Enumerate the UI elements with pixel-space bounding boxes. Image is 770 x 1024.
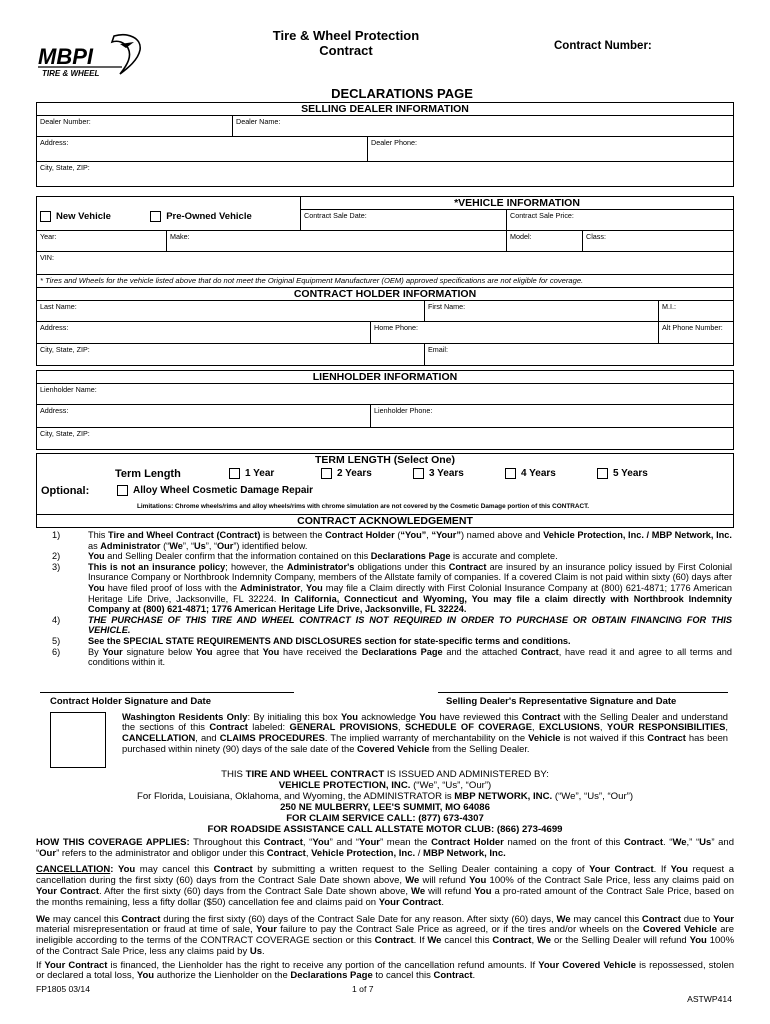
last-name-label: Last Name: <box>40 302 77 311</box>
lienholder-name-field[interactable] <box>37 384 734 405</box>
issuer-line-3: For Florida, Louisiana, Oklahoma, and Wyoming, the ADMINISTRATOR is MBP NETWORK, INC. (“We”, “Us”, “Our”) <box>136 790 634 802</box>
dealer-name-label: Dealer Name: <box>236 117 281 126</box>
year-label: Year: <box>40 232 57 241</box>
term-3-years[interactable] <box>413 468 464 479</box>
terms-paragraph-3: We may cancel this Contract during the first sixty (60) days of the Contract Sale Date for any reason. After sixty (60) days, We may cancel this Contract due to Your material misrepresentation or fraud at time of sale, Your failure to pay the Contract Sale Price as agreed, or if the tires and/or wheels on the Covered Vehicle are ineligible according to the terms of the CONTRACT COVERAGE section or this Contract. If We cancel this Contract, We or the Selling Dealer will refund You 100% of the Contract Sale Price, less any claims paid by Us. <box>36 913 735 957</box>
ack-item-number: 6) <box>52 646 61 657</box>
vehicle-type-cell <box>37 197 301 231</box>
dealer-number-label: Dealer Number: <box>40 117 91 126</box>
dealer-name-field[interactable] <box>233 116 734 137</box>
ack-list <box>36 530 734 668</box>
class-label: Class: <box>586 232 606 241</box>
ack-item-number: 4) <box>52 614 61 625</box>
holder-heading: CONTRACT HOLDER INFORMATION <box>37 288 733 301</box>
vehicle-heading: *VEHICLE INFORMATION <box>454 197 580 209</box>
contract-number-label: Contract Number: <box>554 40 652 52</box>
header <box>36 22 734 86</box>
term-box <box>36 466 734 515</box>
term-5-years-checkbox[interactable] <box>597 468 608 479</box>
term-5-years-label: 5 Years <box>613 468 648 480</box>
dealer-phone-label: Dealer Phone: <box>371 138 417 147</box>
first-name-field[interactable] <box>425 301 658 321</box>
ack-item-text: You and Selling Dealer confirm that the information contained on this Declarations Page is accurate and complete. <box>88 551 558 562</box>
logo-text: MBPI <box>38 44 93 69</box>
first-name-label: First Name: <box>428 302 466 311</box>
term-2-years-label: 2 Years <box>337 468 372 480</box>
terms-paragraphs <box>36 838 734 983</box>
sale-price-field[interactable] <box>507 210 734 231</box>
vin-field[interactable] <box>37 252 734 275</box>
dealer-address-label: Address: <box>40 138 69 147</box>
lienholder-phone-field[interactable] <box>371 405 734 428</box>
email-label: Email: <box>428 345 448 354</box>
page-number: 1 of 7 <box>352 984 374 995</box>
term-2-years[interactable] <box>321 468 372 479</box>
class-field[interactable] <box>583 231 734 252</box>
alt-phone-field[interactable] <box>659 322 734 344</box>
issuer-line-1: THIS TIRE AND WHEEL CONTRACT IS ISSUED AND ADMINISTERED BY: <box>221 768 549 780</box>
terms-paragraph-4: If Your Contract is financed, the Lienholder has the right to receive any portion of the cancellation refund amounts. If Your Covered Vehicle is repossessed, stolen or declared a total loss, You authorize the Lienholder on the Declarations Page to cancel this Contract. <box>36 959 735 982</box>
holder-city-label: City, State, ZIP: <box>40 345 90 354</box>
sale-date-field[interactable] <box>301 210 507 231</box>
terms-paragraph-1: HOW THIS COVERAGE APPLIES: Throughout this Contract, “You” and “Your” mean the Contract Holder named on the front of this Contract. “We,” “Us” and “Our” refers to the administrator and obligor under this Contract, Vehicle Protection, Inc. / MBP Network, Inc. <box>36 836 734 859</box>
vehicle-heading-cell <box>301 197 734 210</box>
sale-date-label: Contract Sale Date: <box>304 211 367 220</box>
lienholder-address-field[interactable] <box>37 405 371 428</box>
optional-label: Optional: <box>41 485 90 497</box>
term-4-years[interactable] <box>505 468 556 479</box>
holder-section <box>36 288 734 366</box>
holder-city-field[interactable] <box>37 344 425 366</box>
form-title <box>246 28 446 58</box>
dealer-address-field[interactable] <box>37 137 368 162</box>
term-4-years-label: 4 Years <box>521 468 556 480</box>
ack-item-text: This Tire and Wheel Contract (Contract) is between the Contract Holder (“You”, “Your”) named above and Vehicle Protection, Inc. / MBP Network, Inc. as Administrator (“We”, “Us”, “Our”) identified below. <box>88 530 732 551</box>
washington-section <box>36 708 734 772</box>
term-section <box>36 453 734 466</box>
holder-address-label: Address: <box>40 323 69 332</box>
term-1-year-label: 1 Year <box>245 468 275 480</box>
declarations-title: DECLARATIONS PAGE <box>331 86 473 101</box>
roadside-phone: FOR ROADSIDE ASSISTANCE CALL ALLSTATE MOTOR CLUB: (866) 273-4699 <box>207 823 563 835</box>
term-4-years-checkbox[interactable] <box>505 468 516 479</box>
pre-owned-label: Pre-Owned Vehicle <box>166 211 252 223</box>
new-vehicle-label: New Vehicle <box>56 211 111 223</box>
term-length-label: Term Length <box>115 468 181 480</box>
dealer-signature-label: Selling Dealer's Representative Signature and Date <box>446 695 677 707</box>
model-label: Model: <box>510 232 532 241</box>
email-field[interactable] <box>425 344 734 366</box>
dealer-signature-line[interactable] <box>438 692 728 693</box>
form-code: ASTWP414 <box>687 994 732 1005</box>
year-field[interactable] <box>37 231 167 252</box>
dealer-phone-field[interactable] <box>368 137 734 162</box>
title-line-2: Contract <box>319 43 373 58</box>
issuer-address: 250 NE MULBERRY, LEE'S SUMMIT, MO 64086 <box>280 801 490 813</box>
model-field[interactable] <box>507 231 583 252</box>
term-5-years[interactable] <box>597 468 648 479</box>
home-phone-field[interactable] <box>371 322 659 344</box>
ack-item-number: 1) <box>52 530 61 540</box>
dealer-section <box>36 102 734 187</box>
alt-phone-label: Alt Phone Number: <box>662 323 723 332</box>
new-vehicle-checkbox[interactable] <box>40 211 51 222</box>
lienholder-address-label: Address: <box>40 406 69 415</box>
issuer-block <box>36 769 734 835</box>
logo-subtext: TIRE & WHEEL <box>42 69 100 78</box>
alloy-checkbox[interactable] <box>117 485 128 496</box>
lienholder-phone-label: Lienholder Phone: <box>374 406 433 415</box>
vehicle-note: * Tires and Wheels for the vehicle listed above that do not meet the Original Equipment Manufacturer (OEM) approved specifications are not eligible for coverage. <box>36 275 734 288</box>
lienholder-heading: LIENHOLDER INFORMATION <box>37 371 733 384</box>
claim-service-phone: FOR CLAIM SERVICE CALL: (877) 673-4307 <box>286 812 484 824</box>
limitations-text: Limitations: Chrome wheels/rims and alloy wheels/rims with chrome simulation are not covered by the Cosmetic Damage portion of this CONTRACT. <box>137 503 590 510</box>
acknowledgement-section <box>36 515 734 668</box>
ack-item-4 <box>36 615 734 636</box>
ack-item-6 <box>36 647 734 668</box>
ack-item-1 <box>36 530 734 551</box>
lienholder-city-label: City, State, ZIP: <box>40 429 90 438</box>
mi-label: M.I.: <box>662 302 676 311</box>
title-line-1: Tire & Wheel Protection <box>272 28 420 43</box>
alloy-option[interactable] <box>117 485 313 496</box>
dealer-number-field[interactable] <box>37 116 233 137</box>
dealer-city-field[interactable] <box>37 162 734 187</box>
ack-item-text: THE PURCHASE OF THIS TIRE AND WHEEL CONTRACT IS NOT REQUIRED IN ORDER TO PURCHASE OR OBTAIN FINANCING FOR THIS VEHICLE. <box>88 614 732 636</box>
washington-text: Washington Residents Only: By initialing this box You acknowledge You have reviewed this Contract with the Selling Dealer and understand the sections of this Contract labeled: GENERAL PROVISIONS, SCHEDULE OF COVERAGE, EXCLUSIONS, YOUR RESPONSIBILITIES, CANCELLATION, and CLAIMS PROCEDURES. The implied warranty of merchantability on the Vehicle is not waived if this Contract has been purchased within ninety (90) days of the sale date of the Covered Vehicle from the Selling Dealer. <box>122 710 729 754</box>
ack-item-2 <box>36 551 734 562</box>
dealer-heading: SELLING DEALER INFORMATION <box>37 103 733 116</box>
vin-label: VIN: <box>40 253 54 262</box>
make-label: Make: <box>170 232 190 241</box>
washington-initial-box[interactable] <box>50 712 106 768</box>
ack-item-3 <box>36 562 734 615</box>
term-2-years-checkbox[interactable] <box>321 468 332 479</box>
term-3-years-label: 3 Years <box>429 468 464 480</box>
ack-item-text: By Your signature below You agree that You have received the Declarations Page and the attached Contract, have read it and agree to all terms and conditions within it. <box>88 646 732 668</box>
issuer-line-2: VEHICLE PROTECTION, INC. (“We”, “Us”, “Our”) <box>278 779 492 791</box>
home-phone-label: Home Phone: <box>374 323 418 332</box>
ack-item-number: 2) <box>52 551 61 562</box>
alloy-label: Alloy Wheel Cosmetic Damage Repair <box>133 485 314 497</box>
holder-signature-label: Contract Holder Signature and Date <box>50 695 211 707</box>
mbpi-logo <box>36 30 146 82</box>
ack-heading: CONTRACT ACKNOWLEDGEMENT <box>36 515 734 528</box>
holder-address-field[interactable] <box>37 322 371 344</box>
footer <box>36 982 734 1004</box>
make-field[interactable] <box>167 231 507 252</box>
term-3-years-checkbox[interactable] <box>413 468 424 479</box>
form-number: FP1805 03/14 <box>36 984 90 995</box>
term-1-year[interactable] <box>229 468 274 479</box>
lienholder-section <box>36 370 734 450</box>
ack-item-number: 5) <box>52 635 61 646</box>
ack-item-5 <box>36 636 734 647</box>
ack-item-text: See the SPECIAL STATE REQUIREMENTS AND DISCLOSURES section for state-specific terms and conditions. <box>88 635 571 646</box>
terms-paragraph-2: CANCELLATION: You may cancel this Contract by submitting a written request to the Selling Dealer containing a copy of Your Contract. If You request a cancellation during the first sixty (60) days from the Contract Sale Date shown above, We will refund You 100% of the Contract Sale Price, less any claims paid on Your Contract. After the first sixty (60) days from the Contract Sale Date shown above, We will refund You a pro-rated amount of the Contract Sale Price, based on the months remaining, less a fifty dollar ($50) cancellation fee and claims paid on Your Contract. <box>36 864 735 908</box>
vehicle-section <box>36 196 734 275</box>
holder-signature-line[interactable] <box>40 692 294 693</box>
dealer-city-label: City, State, ZIP: <box>40 163 90 172</box>
lienholder-name-label: Lienholder Name: <box>40 385 97 394</box>
term-heading: TERM LENGTH (Select One) <box>314 454 455 466</box>
pre-owned-checkbox[interactable] <box>150 211 161 222</box>
lienholder-city-field[interactable] <box>37 428 734 450</box>
mi-field[interactable] <box>658 301 733 321</box>
term-1-year-checkbox[interactable] <box>229 468 240 479</box>
sale-price-label: Contract Sale Price: <box>510 211 574 220</box>
ack-item-number: 3) <box>52 561 61 572</box>
first-mi-cell <box>425 301 734 322</box>
last-name-field[interactable] <box>37 301 425 322</box>
ack-item-text: This is not an insurance policy; however, the Administrator's obligations under this Contract are insured by an insurance policy issued by First Colonial Insurance Company or Northbrook Indemnity Company, members of the Allstate family of companies. If a covered Claim is not paid within sixty (60) days after You have filed proof of loss with the Administrator, You may file a Claim directly with First Colonial Insurance Company at (800) 621-4871; 1776 American Heritage Life Drive, Jacksonville, FL 32224. In California, Connecticut and Wyoming, You may file a claim directly with Northbrook Indemnity Company at (800) 621-4871; 1776 American Heritage Life Drive, Jacksonville, FL 32224. <box>88 561 733 615</box>
